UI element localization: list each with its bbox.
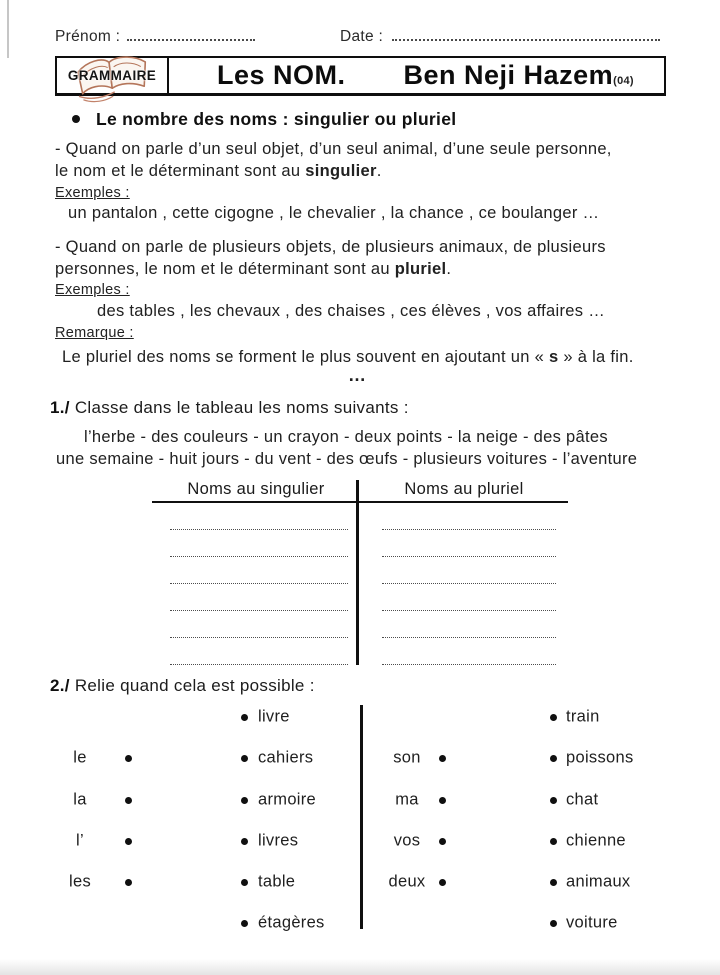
matching-row (0, 737, 720, 779)
connector-dot-icon[interactable] (550, 797, 557, 804)
prenom-label: Prénom : (55, 28, 121, 45)
connector-dot-icon[interactable] (241, 838, 248, 845)
exercise1-words-line2: une semaine - huit jours - du vent - des œufs - plusieurs voitures - l’aventure (56, 450, 638, 468)
noun-label: chienne (566, 831, 626, 850)
remark-text: Le pluriel des noms se forment le plus souvent en ajoutant un « (62, 348, 549, 366)
connector-dot-icon[interactable] (241, 920, 248, 927)
examples-label-1: Exemples : (55, 185, 130, 201)
answer-line[interactable] (382, 503, 556, 530)
bullet-icon (72, 115, 80, 123)
plural-examples: des tables , les chevaux , des chaises , ces élèves , vos affaires … (97, 302, 606, 320)
connector-dot-icon[interactable] (241, 714, 248, 721)
determiner-label: son (393, 748, 421, 767)
determiner-label: les (69, 872, 91, 891)
noun-label: armoire (258, 790, 317, 809)
examples-label-2: Exemples : (55, 282, 130, 298)
singular-examples: un pantalon , cette cigogne , le chevalier , la chance , ce boulanger … (68, 204, 600, 222)
page-bottom-shadow (0, 959, 720, 975)
connector-dot-icon[interactable] (550, 755, 557, 762)
title-cell (169, 58, 664, 93)
title-box (55, 56, 666, 96)
answer-line[interactable] (170, 584, 348, 611)
connector-dot-icon[interactable] (125, 838, 132, 845)
table-column-divider (356, 480, 359, 665)
answer-line[interactable] (170, 557, 348, 584)
noun-label: livre (258, 707, 290, 726)
singular-rule-line2 (55, 162, 382, 181)
classification-table (152, 480, 568, 667)
determiner-label: l’ (76, 831, 84, 850)
remark-bold-word: s (548, 348, 559, 366)
exercise2-number: 2./ (50, 676, 70, 695)
answer-line[interactable] (170, 530, 348, 557)
connector-dot-icon[interactable] (550, 838, 557, 845)
exercise1-number: 1./ (50, 398, 70, 417)
page-edge-artifact (7, 0, 9, 58)
connector-dot-icon[interactable] (125, 879, 132, 886)
answer-line[interactable] (382, 638, 556, 665)
singular-rule-line1: - Quand on parle d’un seul objet, d’un seul animal, d’une seule personne, (55, 140, 612, 158)
noun-label: livres (258, 831, 299, 850)
answer-line[interactable] (170, 503, 348, 530)
connector-dot-icon[interactable] (241, 797, 248, 804)
matching-row (0, 861, 720, 903)
rule-bold-word: pluriel (394, 260, 447, 278)
exercise1-instruction: Classe dans le tableau les noms suivants : (74, 398, 409, 417)
noun-label: animaux (566, 872, 631, 891)
determiner-label: vos (393, 831, 421, 850)
rule-text: le nom et le déterminant sont au (55, 162, 306, 180)
teacher-suffix: (04) (613, 75, 634, 87)
answer-line[interactable] (170, 611, 348, 638)
connector-dot-icon[interactable] (439, 838, 446, 845)
lesson-heading: Le nombre des noms : singulier ou pluriel (96, 109, 457, 129)
connector-dot-icon[interactable] (550, 920, 557, 927)
lesson-heading-row (72, 109, 456, 130)
table-header-row (152, 480, 568, 503)
determiner-label: le (73, 748, 87, 767)
table-body (152, 503, 568, 665)
connector-dot-icon[interactable] (125, 797, 132, 804)
noun-label: chat (566, 790, 599, 809)
noun-label: étagères (258, 913, 325, 932)
page-title: Les NOM. (217, 60, 346, 90)
exercise1-words-line1: l’herbe - des couleurs - un crayon - deux points - la neige - des pâtes (84, 428, 608, 446)
answer-line[interactable] (382, 584, 556, 611)
rule-text-end: . (376, 162, 382, 180)
determiner-label: ma (395, 790, 419, 809)
noun-label: table (258, 872, 296, 891)
plural-rule-line2 (55, 260, 451, 279)
answer-line[interactable] (382, 557, 556, 584)
connector-dot-icon[interactable] (125, 755, 132, 762)
determiner-label: la (73, 790, 87, 809)
connector-dot-icon[interactable] (439, 879, 446, 886)
remark-label: Remarque : (55, 325, 134, 341)
teacher-name: Ben Neji Hazem (403, 60, 614, 90)
matching-row (0, 696, 720, 738)
rule-bold-word: singulier (305, 162, 377, 180)
remark-text-end: » à la fin. (558, 348, 634, 366)
singular-column-header: Noms au singulier (187, 480, 325, 498)
date-field[interactable] (392, 24, 660, 41)
answer-line[interactable] (382, 611, 556, 638)
exercise1-heading (50, 398, 409, 418)
matching-row (0, 779, 720, 821)
connector-dot-icon[interactable] (241, 879, 248, 886)
exercise2-heading (50, 676, 315, 696)
connector-dot-icon[interactable] (439, 797, 446, 804)
noun-label: cahiers (258, 748, 314, 767)
exercise2-instruction: Relie quand cela est possible : (74, 676, 315, 695)
noun-label: voiture (566, 913, 618, 932)
prenom-field[interactable] (127, 24, 255, 41)
stamp-label: GRAMMAIRE (67, 68, 157, 83)
grammaire-stamp (57, 58, 169, 93)
answer-line[interactable] (170, 638, 348, 665)
noun-label: train (566, 707, 600, 726)
date-label: Date : (340, 28, 384, 45)
ellipsis-mark: … (348, 365, 368, 385)
answer-line[interactable] (382, 530, 556, 557)
connector-dot-icon[interactable] (241, 755, 248, 762)
determiner-label: deux (388, 872, 426, 891)
connector-dot-icon[interactable] (550, 714, 557, 721)
connector-dot-icon[interactable] (550, 879, 557, 886)
connector-dot-icon[interactable] (439, 755, 446, 762)
singular-column (152, 503, 360, 665)
rule-text-end: . (446, 260, 452, 278)
plural-column (360, 503, 568, 665)
noun-label: poissons (566, 748, 634, 767)
matching-row (0, 902, 720, 944)
matching-row (0, 820, 720, 862)
rule-text: personnes, le nom et le déterminant sont au (55, 260, 395, 278)
plural-rule-line1: - Quand on parle de plusieurs objets, de plusieurs animaux, de plusieurs (55, 238, 606, 256)
plural-column-header: Noms au pluriel (404, 480, 524, 498)
